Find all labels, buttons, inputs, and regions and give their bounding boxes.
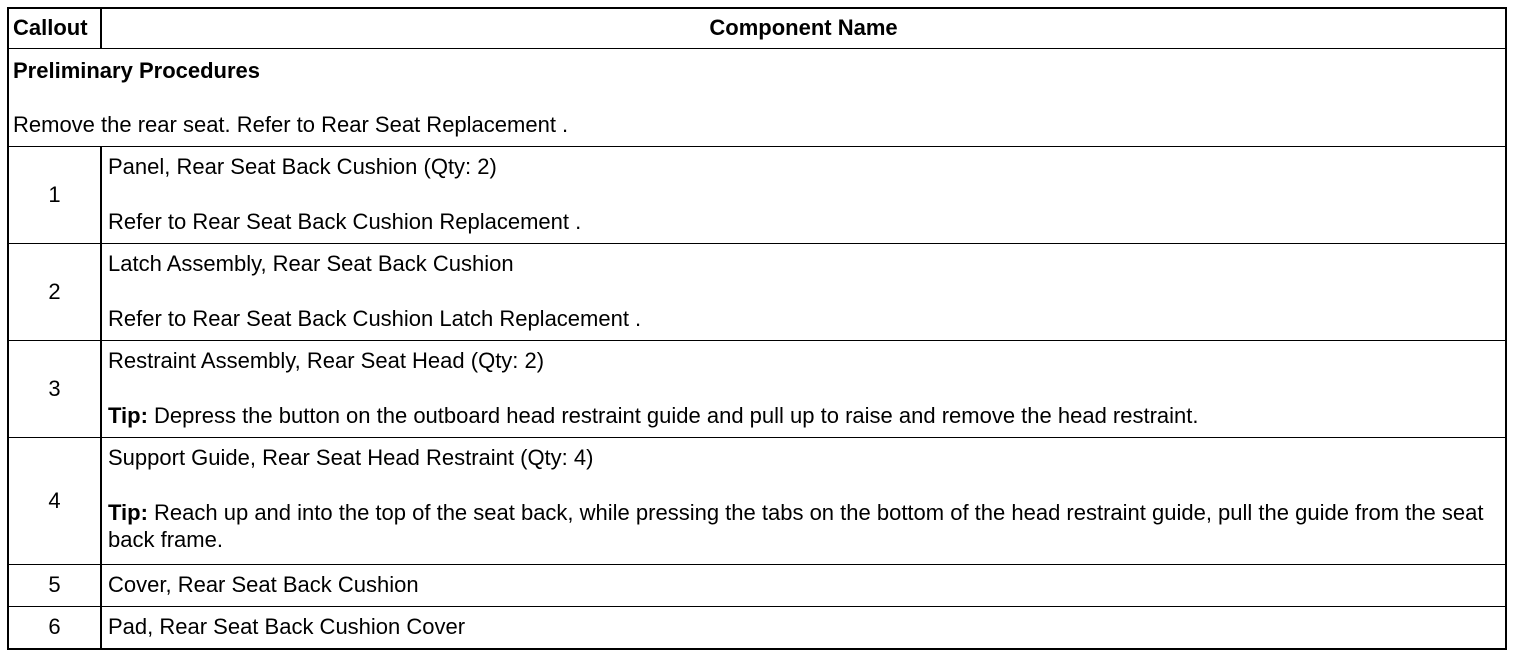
component-name: Latch Assembly, Rear Seat Back Cushion — [108, 250, 514, 276]
preliminary-procedures-row — [9, 48, 1505, 146]
table-row — [9, 564, 1505, 606]
tip-label: Tip: — [108, 402, 148, 428]
component-table-frame — [7, 7, 1507, 650]
component-note-text: Refer to Rear Seat Back Cushion Latch Replacement . — [108, 305, 642, 331]
table-row — [9, 243, 1505, 340]
preliminary-procedures-cell — [9, 48, 1505, 146]
component-name: Restraint Assembly, Rear Seat Head (Qty: 2) — [108, 347, 545, 373]
component-note — [108, 499, 1499, 553]
callout-number: 5 — [9, 564, 101, 606]
component-name: Cover, Rear Seat Back Cushion — [108, 572, 419, 597]
callout-number: 2 — [9, 243, 101, 340]
component-name-column-header: Component Name — [101, 9, 1505, 48]
component-note-text: Depress the button on the outboard head restraint guide and pull up to raise and remove the head restraint. — [147, 402, 1199, 428]
component-name-cell — [101, 340, 1505, 437]
preliminary-procedures-text: Remove the rear seat. Refer to Rear Seat Replacement . — [13, 111, 569, 137]
component-table — [9, 9, 1505, 648]
component-name: Panel, Rear Seat Back Cushion (Qty: 2) — [108, 153, 497, 179]
component-note — [108, 306, 1499, 332]
table-row — [9, 606, 1505, 648]
callout-number: 4 — [9, 437, 101, 564]
callout-number: 3 — [9, 340, 101, 437]
table-row — [9, 437, 1505, 564]
component-name: Pad, Rear Seat Back Cushion Cover — [108, 614, 466, 640]
callout-number: 6 — [9, 606, 101, 648]
component-note-text: Reach up and into the top of the seat back, while pressing the tabs on the bottom of the head restraint guide, pull the guide from the seat back frame. — [108, 499, 1484, 552]
component-name: Support Guide, Rear Seat Head Restraint (Qty: 4) — [108, 444, 594, 470]
component-name-cell — [101, 437, 1505, 564]
table-header-row — [9, 9, 1505, 48]
component-note — [108, 403, 1499, 429]
component-name-cell — [101, 606, 1505, 648]
component-name-cell — [101, 564, 1505, 606]
component-note-text: Refer to Rear Seat Back Cushion Replacement . — [108, 208, 582, 234]
tip-label: Tip: — [108, 499, 148, 525]
callout-number: 1 — [9, 146, 101, 243]
table-row — [9, 146, 1505, 243]
component-name-cell — [101, 146, 1505, 243]
callout-column-header: Callout — [9, 9, 101, 48]
table-row — [9, 340, 1505, 437]
preliminary-procedures-title: Preliminary Procedures — [13, 57, 261, 83]
component-note — [108, 209, 1499, 235]
component-name-cell — [101, 243, 1505, 340]
